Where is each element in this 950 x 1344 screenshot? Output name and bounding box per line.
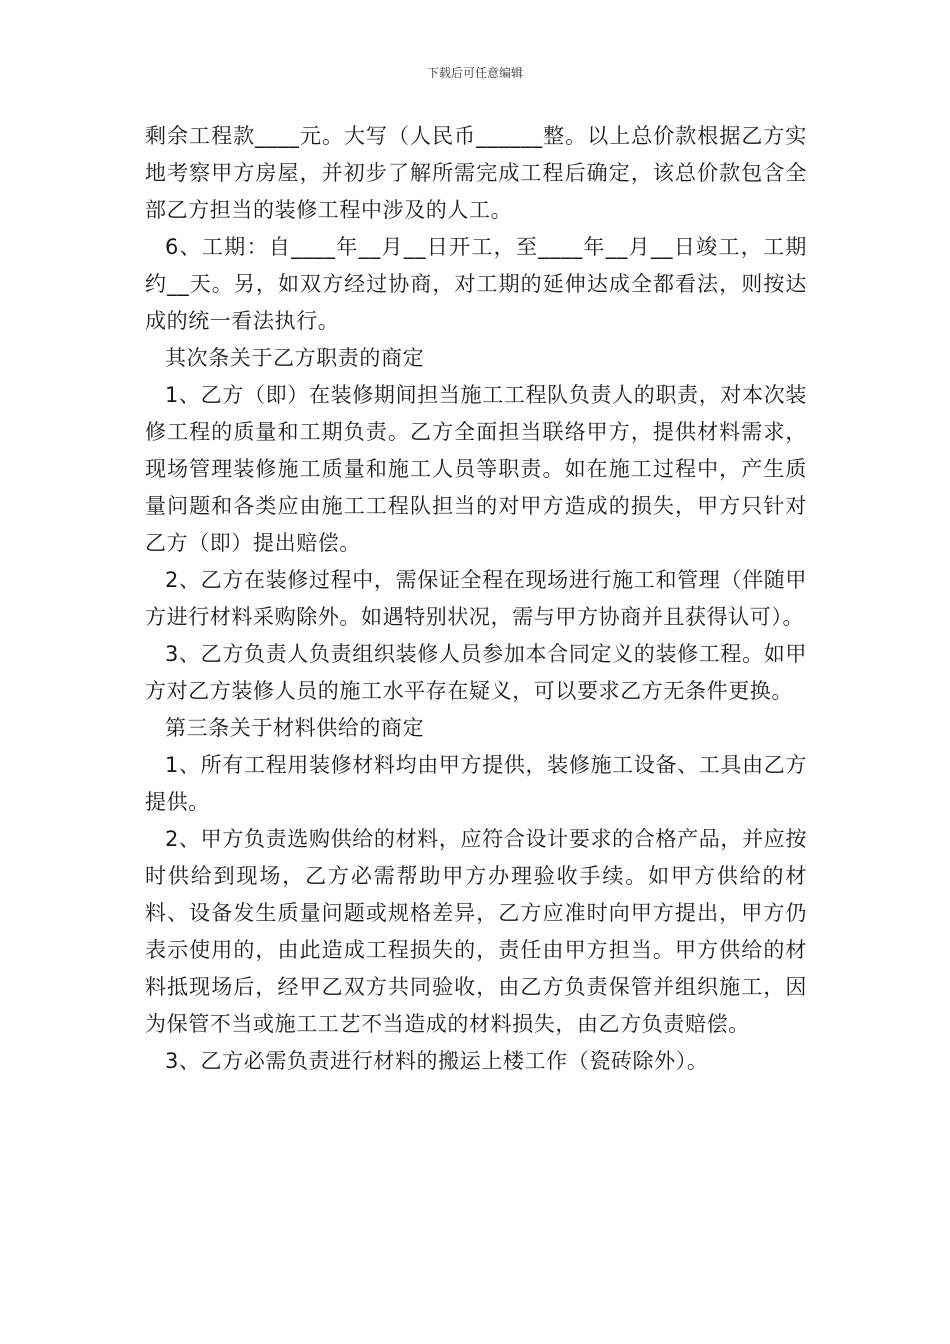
paragraph-contractor-duty-2: 2、乙方在装修过程中，需保证全程在现场进行施工和管理（伴随甲方进行材料采购除外。如遇特别状况，需与甲方协商并且获得认可）。	[145, 568, 807, 629]
paragraph-materials-3: 3、乙方必需负责进行材料的搬运上楼工作（瓷砖除外）。	[165, 1049, 709, 1073]
paragraph-contractor-duty-3: 3、乙方负责人负责组织装修人员参加本合同定义的装修工程。如甲方对乙方装修人员的施工水平存在疑义，可以要求乙方无条件更换。	[145, 642, 807, 703]
section-heading-materials: 第三条关于材料供给的商定	[165, 716, 425, 740]
paragraph-materials-1: 1、所有工程用装修材料均由甲方提供，装修施工设备、工具由乙方提供。	[145, 753, 807, 814]
paragraph-schedule: 6、工期：自____年__月__日开工，至____年__月__日竣工，工期约__天。另，如双方经过协商，对工期的延伸达成全都看法，则按达成的统一看法执行。	[145, 235, 807, 333]
page-header-note: 下载后可任意编辑	[426, 66, 523, 80]
section-heading-contractor-duties: 其次条关于乙方职责的商定	[165, 346, 425, 370]
paragraph-materials-2: 2、甲方负责选购供给的材料，应符合设计要求的合格产品，并应按时供给到现场，乙方必需帮助甲方办理验收手续。如甲方供给的材料、设备发生质量问题或规格差异，乙方应准时向甲方提出，甲方仍表示使用的，由此造成工程损失的，责任由甲方担当。甲方供给的材料抵现场后，经甲乙双方共同验收，由乙方负责保管并组织施工，因为保管不当或施工工艺不当造成的材料损失，由乙方负责赔偿。	[145, 827, 807, 1036]
document-body	[145, 118, 807, 1080]
paragraph-remaining-payment: 剩余工程款____元。大写（人民币______整。以上总价款根据乙方实地考察甲方房屋，并初步了解所需完成工程后确定，该总价款包含全部乙方担当的装修工程中涉及的人工。	[145, 124, 807, 222]
paragraph-contractor-duty-1: 1、乙方（即）在装修期间担当施工工程队负责人的职责，对本次装修工程的质量和工期负责。乙方全面担当联络甲方，提供材料需求，现场管理装修施工质量和施工人员等职责。如在施工过程中，产生质量问题和各类应由施工工程队担当的对甲方造成的损失，甲方只针对乙方（即）提出赔偿。	[145, 383, 807, 555]
